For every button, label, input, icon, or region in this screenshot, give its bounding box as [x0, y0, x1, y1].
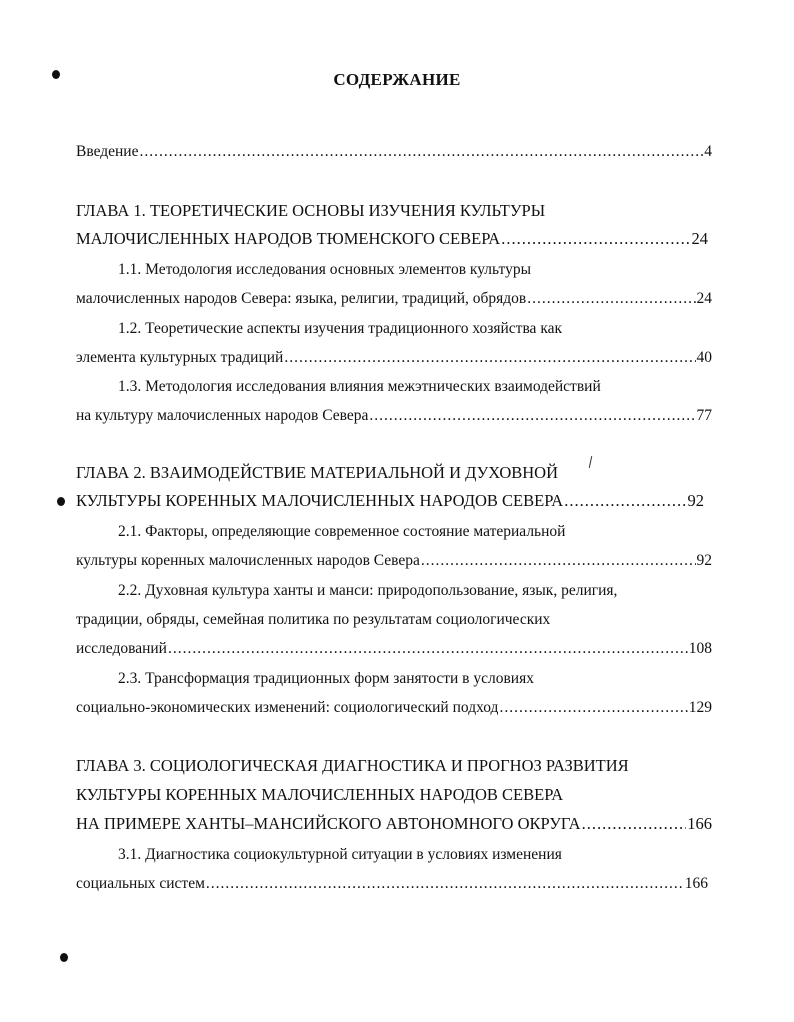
toc-page-number: 166: [684, 875, 708, 892]
dot-leader: [564, 490, 686, 512]
page-title: СОДЕРЖАНИЕ: [333, 70, 461, 89]
toc-page-number: 129: [688, 699, 712, 716]
toc-entry-text: традиции, обряды, семейная политика по результатам социологических: [76, 611, 551, 628]
toc-section-1-2-title: [118, 318, 562, 340]
toc-entry-text: КУЛЬТУРЫ КОРЕННЫХ МАЛОЧИСЛЕННЫХ НАРОДОВ СЕВЕРА: [76, 491, 564, 510]
toc-page-number: 24: [696, 290, 712, 307]
toc-entry-text: 1.3. Методология исследования влияния межэтнических взаимодействий: [118, 378, 601, 395]
toc-entry-text: культуры коренных малочисленных народов Севера: [76, 552, 420, 569]
toc-section-2-2-entry: [76, 638, 712, 660]
toc-section-2-3-title: [118, 668, 534, 690]
dot-leader: [139, 141, 703, 163]
toc-section-1-1-entry: [76, 288, 712, 310]
toc-chapter-1-entry: [76, 228, 708, 250]
dot-leader: [499, 697, 687, 719]
scan-punch-hole-mark: [57, 497, 65, 506]
toc-entry-text: КУЛЬТУРЫ КОРЕННЫХ МАЛОЧИСЛЕННЫХ НАРОДОВ СЕВЕРА: [76, 785, 564, 804]
toc-entry-text: МАЛОЧИСЛЕННЫХ НАРОДОВ ТЮМЕНСКОГО СЕВЕРА: [76, 229, 501, 248]
toc-entry-text: малочисленных народов Севера: языка, религии, традиций, обрядов: [76, 290, 527, 307]
toc-section-3-1-title: [118, 844, 562, 866]
scan-punch-hole-mark: [60, 953, 68, 962]
dot-leader: [421, 550, 696, 572]
dot-leader: [284, 347, 695, 369]
toc-entry-text: на культуру малочисленных народов Севера: [76, 407, 369, 424]
toc-entry-text: ГЛАВА 3. СОЦИОЛОГИЧЕСКАЯ ДИАГНОСТИКА И ПРОГНОЗ РАЗВИТИЯ: [76, 756, 629, 775]
toc-page-number: 92: [687, 491, 704, 510]
toc-chapter-1-title: [76, 200, 545, 222]
dot-leader: [168, 638, 688, 660]
toc-section-1-3-title: [118, 376, 601, 398]
toc-chapter-2-entry: [76, 490, 704, 512]
toc-entry-text: 2.3. Трансформация традиционных форм занятости в условиях: [118, 670, 534, 687]
toc-entry-text: 1.1. Методология исследования основных элементов культуры: [118, 261, 531, 278]
toc-page-number: 24: [691, 229, 708, 248]
toc-entry-text: ГЛАВА 2. ВЗАИМОДЕЙСТВИЕ МАТЕРИАЛЬНОЙ И ДУХОВНОЙ: [76, 463, 559, 482]
toc-entry-intro: [76, 141, 712, 163]
toc-entry-text: Введение: [76, 143, 139, 160]
toc-page-number: 108: [688, 640, 712, 657]
dot-leader: [582, 813, 687, 835]
toc-chapter-2-title: [76, 462, 558, 484]
toc-page-number: 166: [687, 814, 712, 833]
toc-section-2-2-title: [118, 580, 617, 602]
toc-section-3-1-entry: [76, 873, 708, 895]
toc-page-number: 92: [696, 552, 712, 569]
toc-section-1-3-entry: [76, 405, 712, 427]
toc-section-1-2-entry: [76, 347, 712, 369]
toc-entry-text: социальных систем: [76, 875, 205, 892]
toc-chapter-3-line-2: [76, 784, 563, 806]
dot-leader: [527, 288, 695, 310]
toc-page-number: 77: [696, 407, 712, 424]
scan-punch-hole-mark: [52, 70, 60, 79]
toc-chapter-3-title: [76, 755, 629, 777]
toc-section-1-1-title: [118, 259, 531, 281]
toc-section-2-1-entry: [76, 550, 712, 572]
toc-entry-text: элемента культурных традиций: [76, 349, 284, 366]
dot-leader: [369, 405, 695, 427]
toc-section-2-3-entry: [76, 697, 712, 719]
toc-chapter-3-entry: [76, 813, 712, 835]
toc-entry-text: 2.2. Духовная культура ханты и манси: природопользование, язык, религия,: [118, 582, 618, 599]
scan-stroke-mark: [589, 456, 592, 468]
toc-entry-text: 1.2. Теоретические аспекты изучения традиционного хозяйства как: [118, 320, 563, 337]
toc-entry-text: социально-экономических изменений: социологический подход: [76, 699, 499, 716]
toc-entry-text: 3.1. Диагностика социокультурной ситуации в условиях изменения: [118, 846, 562, 863]
toc-page-number: 40: [696, 349, 712, 366]
toc-page-number: 4: [704, 143, 712, 160]
toc-entry-text: ГЛАВА 1. ТЕОРЕТИЧЕСКИЕ ОСНОВЫ ИЗУЧЕНИЯ КУЛЬТУРЫ: [76, 201, 546, 220]
dot-leader: [206, 873, 684, 895]
toc-entry-text: исследований: [76, 640, 167, 657]
toc-entry-text: 2.1. Факторы, определяющие современное состояние материальной: [118, 523, 566, 540]
toc-entry-text: НА ПРИМЕРЕ ХАНТЫ–МАНСИЙСКОГО АВТОНОМНОГО ОКРУГА: [76, 814, 581, 833]
toc-section-2-2-line-2: [76, 609, 550, 631]
toc-section-2-1-title: [118, 521, 565, 543]
dot-leader: [501, 228, 690, 250]
